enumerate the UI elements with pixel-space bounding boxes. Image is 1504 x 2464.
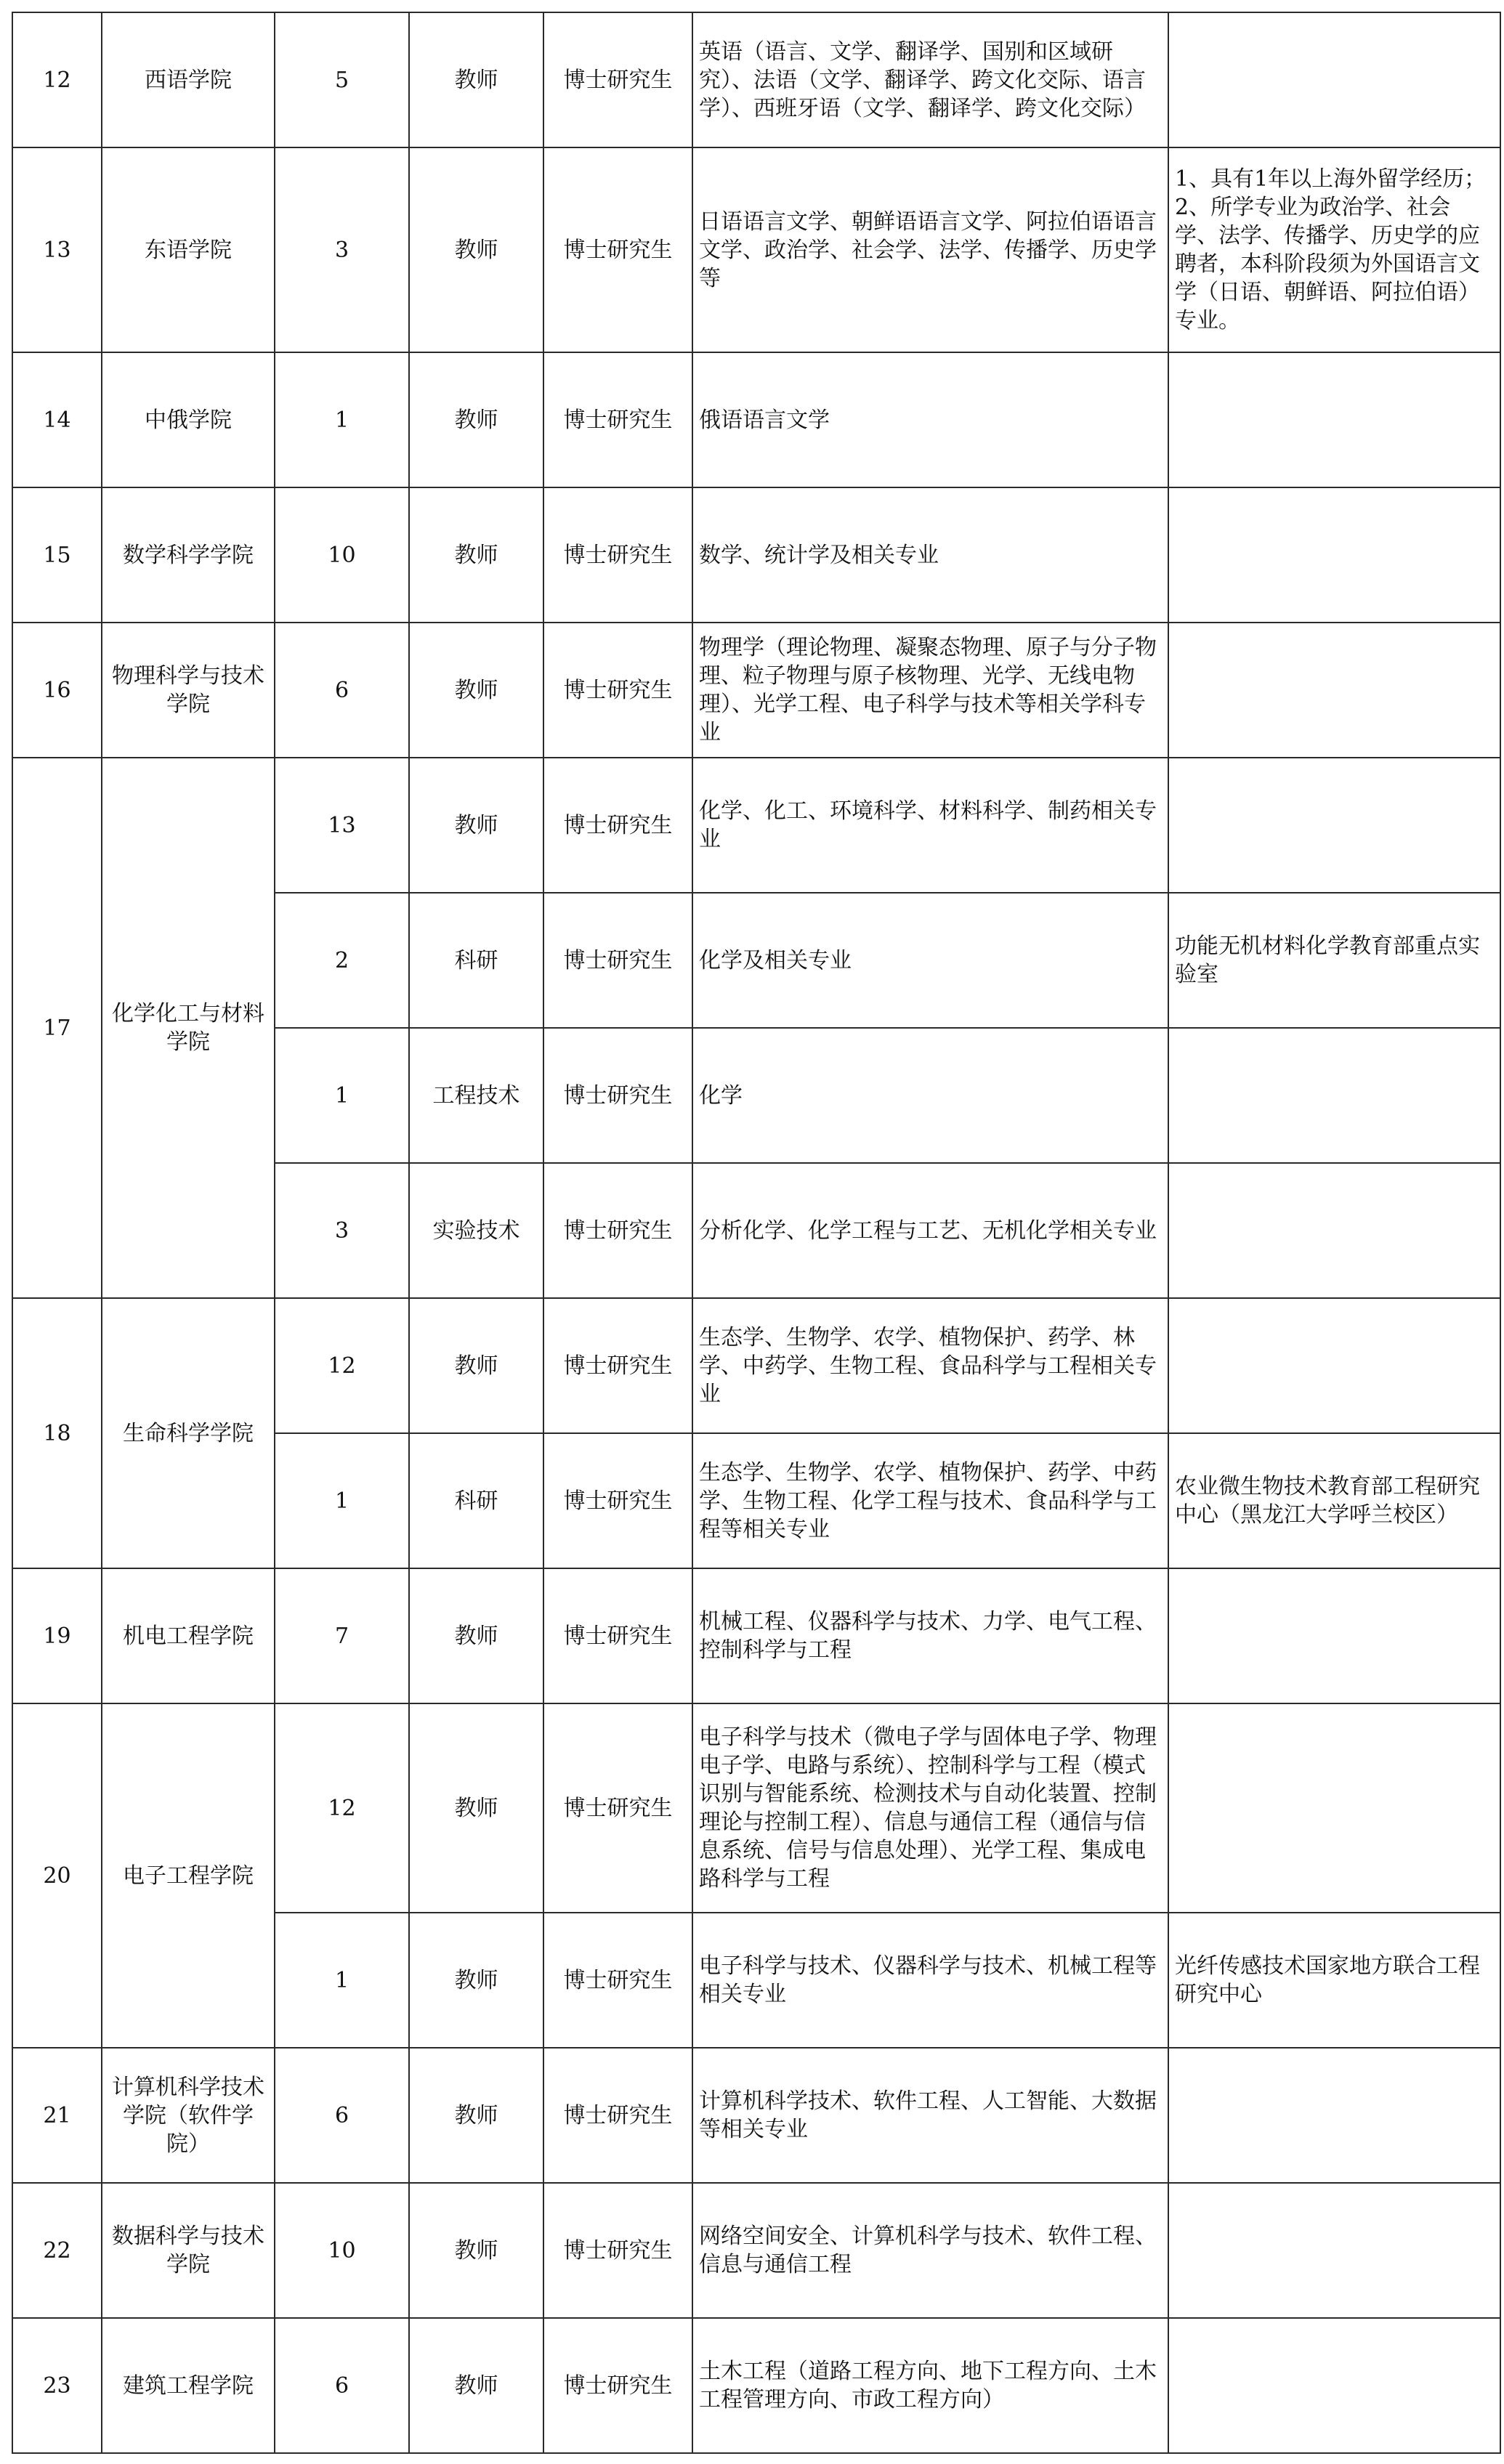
college-name: 数据科学与技术学院: [102, 2183, 275, 2318]
position-type: 工程技术: [409, 1028, 543, 1163]
table-row: [12, 2183, 1500, 2318]
position-type: 教师: [409, 147, 543, 352]
remarks: [1168, 2183, 1500, 2318]
degree-requirement: 博士研究生: [543, 1028, 692, 1163]
row-number: 23: [12, 2318, 102, 2453]
position-count: 2: [275, 893, 409, 1028]
row-number: 15: [12, 487, 102, 623]
major-requirement: 生态学、生物学、农学、植物保护、药学、林学、中药学、生物工程、食品科学与工程相关专业: [692, 1298, 1168, 1433]
table-row: [12, 12, 1500, 147]
college-name: 数学科学学院: [102, 487, 275, 623]
college-name: 西语学院: [102, 12, 275, 147]
degree-requirement: 博士研究生: [543, 352, 692, 487]
degree-requirement: 博士研究生: [543, 1163, 692, 1298]
remarks: [1168, 623, 1500, 758]
college-name: 中俄学院: [102, 352, 275, 487]
remarks: [1168, 1163, 1500, 1298]
position-type: 教师: [409, 487, 543, 623]
degree-requirement: 博士研究生: [543, 893, 692, 1028]
degree-requirement: 博士研究生: [543, 487, 692, 623]
remarks: [1168, 2318, 1500, 2453]
row-number: 18: [12, 1298, 102, 1568]
college-name: 物理科学与技术学院: [102, 623, 275, 758]
table-row: [12, 2048, 1500, 2183]
position-type: 教师: [409, 2183, 543, 2318]
position-type: 教师: [409, 2048, 543, 2183]
position-count: 1: [275, 1913, 409, 2048]
degree-requirement: 博士研究生: [543, 147, 692, 352]
degree-requirement: 博士研究生: [543, 1568, 692, 1703]
table-row: [12, 1298, 1500, 1433]
position-type: 教师: [409, 12, 543, 147]
degree-requirement: 博士研究生: [543, 2048, 692, 2183]
position-count: 3: [275, 147, 409, 352]
row-number: 12: [12, 12, 102, 147]
position-type: 教师: [409, 758, 543, 893]
college-name: 机电工程学院: [102, 1568, 275, 1703]
major-requirement: 电子科学与技术（微电子学与固体电子学、物理电子学、电路与系统）、控制科学与工程（模式识别与智能系统、检测技术与自动化装置、控制理论与控制工程）、信息与通信工程（通信与信息系统、信号与信息处理）、光学工程、集成电路科学与工程: [692, 1703, 1168, 1913]
remarks: [1168, 487, 1500, 623]
major-requirement: 数学、统计学及相关专业: [692, 487, 1168, 623]
row-number: 20: [12, 1703, 102, 2048]
remarks: [1168, 1028, 1500, 1163]
remarks: 农业微生物技术教育部工程研究中心（黑龙江大学呼兰校区）: [1168, 1433, 1500, 1568]
position-count: 1: [275, 352, 409, 487]
position-count: 1: [275, 1433, 409, 1568]
college-name: 生命科学学院: [102, 1298, 275, 1568]
degree-requirement: 博士研究生: [543, 1433, 692, 1568]
major-requirement: 土木工程（道路工程方向、地下工程方向、土木工程管理方向、市政工程方向）: [692, 2318, 1168, 2453]
row-number: 21: [12, 2048, 102, 2183]
position-count: 12: [275, 1298, 409, 1433]
position-count: 13: [275, 758, 409, 893]
position-type: 科研: [409, 1433, 543, 1568]
position-type: 教师: [409, 2318, 543, 2453]
position-type: 科研: [409, 893, 543, 1028]
position-type: 教师: [409, 1913, 543, 2048]
major-requirement: 日语语言文学、朝鲜语语言文学、阿拉伯语语言文学、政治学、社会学、法学、传播学、历史学等: [692, 147, 1168, 352]
major-requirement: 生态学、生物学、农学、植物保护、药学、中药学、生物工程、化学工程与技术、食品科学与工程等相关专业: [692, 1433, 1168, 1568]
position-count: 3: [275, 1163, 409, 1298]
position-count: 1: [275, 1028, 409, 1163]
table-row: [12, 1703, 1500, 1913]
major-requirement: 物理学（理论物理、凝聚态物理、原子与分子物理、粒子物理与原子核物理、光学、无线电物理）、光学工程、电子科学与技术等相关学科专业: [692, 623, 1168, 758]
major-requirement: 网络空间安全、计算机科学与技术、软件工程、信息与通信工程: [692, 2183, 1168, 2318]
remarks: 1、具有1年以上海外留学经历；2、所学专业为政治学、社会学、法学、传播学、历史学的应聘者，本科阶段须为外国语言文学（日语、朝鲜语、阿拉伯语）专业。: [1168, 147, 1500, 352]
degree-requirement: 博士研究生: [543, 758, 692, 893]
remarks: [1168, 2048, 1500, 2183]
degree-requirement: 博士研究生: [543, 1298, 692, 1433]
position-type: 教师: [409, 1703, 543, 1913]
table-row: [12, 487, 1500, 623]
row-number: 16: [12, 623, 102, 758]
table-row: [12, 1568, 1500, 1703]
remarks: [1168, 1568, 1500, 1703]
remarks: 功能无机材料化学教育部重点实验室: [1168, 893, 1500, 1028]
remarks: [1168, 1298, 1500, 1433]
position-count: 12: [275, 1703, 409, 1913]
college-name: 建筑工程学院: [102, 2318, 275, 2453]
major-requirement: 机械工程、仪器科学与技术、力学、电气工程、控制科学与工程: [692, 1568, 1168, 1703]
college-name: 计算机科学技术学院（软件学院）: [102, 2048, 275, 2183]
table-row: [12, 147, 1500, 352]
major-requirement: 计算机科学技术、软件工程、人工智能、大数据等相关专业: [692, 2048, 1168, 2183]
degree-requirement: 博士研究生: [543, 1703, 692, 1913]
college-name: 东语学院: [102, 147, 275, 352]
degree-requirement: 博士研究生: [543, 623, 692, 758]
table-row: [12, 2318, 1500, 2453]
table-row: [12, 758, 1500, 893]
row-number: 13: [12, 147, 102, 352]
major-requirement: 化学: [692, 1028, 1168, 1163]
degree-requirement: 博士研究生: [543, 1913, 692, 2048]
major-requirement: 化学、化工、环境科学、材料科学、制药相关专业: [692, 758, 1168, 893]
row-number: 17: [12, 758, 102, 1298]
college-name: 电子工程学院: [102, 1703, 275, 2048]
position-type: 实验技术: [409, 1163, 543, 1298]
row-number: 19: [12, 1568, 102, 1703]
position-count: 10: [275, 487, 409, 623]
position-count: 6: [275, 2048, 409, 2183]
position-count: 5: [275, 12, 409, 147]
position-type: 教师: [409, 1298, 543, 1433]
degree-requirement: 博士研究生: [543, 2183, 692, 2318]
major-requirement: 电子科学与技术、仪器科学与技术、机械工程等相关专业: [692, 1913, 1168, 2048]
remarks: [1168, 758, 1500, 893]
position-count: 10: [275, 2183, 409, 2318]
college-name: 化学化工与材料学院: [102, 758, 275, 1298]
row-number: 14: [12, 352, 102, 487]
remarks: [1168, 12, 1500, 147]
major-requirement: 分析化学、化学工程与工艺、无机化学相关专业: [692, 1163, 1168, 1298]
major-requirement: 英语（语言、文学、翻译学、国别和区域研究）、法语（文学、翻译学、跨文化交际、语言学）、西班牙语（文学、翻译学、跨文化交际）: [692, 12, 1168, 147]
position-type: 教师: [409, 623, 543, 758]
position-count: 6: [275, 2318, 409, 2453]
major-requirement: 俄语语言文学: [692, 352, 1168, 487]
major-requirement: 化学及相关专业: [692, 893, 1168, 1028]
position-type: 教师: [409, 352, 543, 487]
degree-requirement: 博士研究生: [543, 2318, 692, 2453]
position-count: 6: [275, 623, 409, 758]
degree-requirement: 博士研究生: [543, 12, 692, 147]
table-row: [12, 623, 1500, 758]
table-row: [12, 352, 1500, 487]
recruitment-table: [12, 12, 1501, 2454]
position-type: 教师: [409, 1568, 543, 1703]
remarks: 光纤传感技术国家地方联合工程研究中心: [1168, 1913, 1500, 2048]
row-number: 22: [12, 2183, 102, 2318]
remarks: [1168, 1703, 1500, 1913]
remarks: [1168, 352, 1500, 487]
position-count: 7: [275, 1568, 409, 1703]
